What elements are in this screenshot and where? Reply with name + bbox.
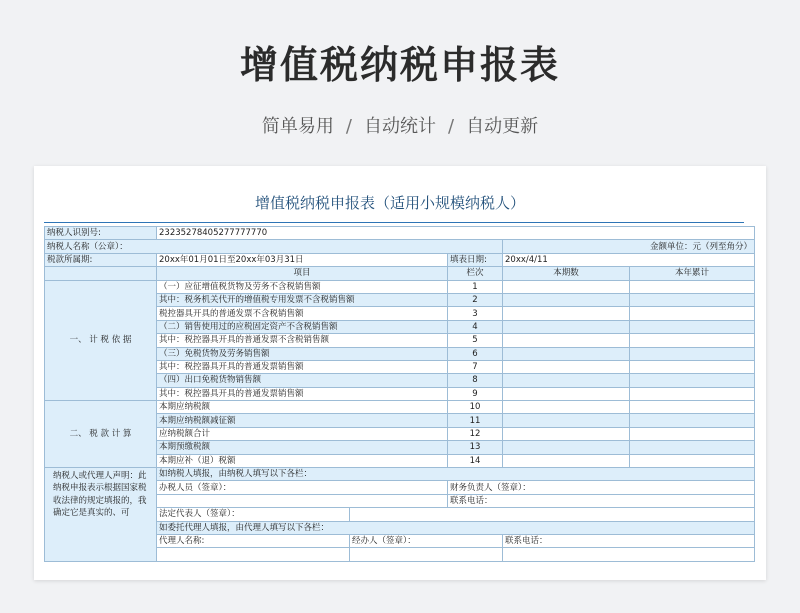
taxpayer-id-value[interactable]: 23235278405277777770 <box>157 227 755 240</box>
item-cell: （三）免税货物及劳务销售额 <box>157 347 448 360</box>
table-row <box>45 280 755 293</box>
fill-date-label: 填表日期: <box>448 253 503 266</box>
current-cell[interactable] <box>503 454 630 467</box>
line-cell: 10 <box>448 401 503 414</box>
finance-label: 财务负责人（签章）： <box>448 481 755 494</box>
ytd-cell[interactable] <box>630 401 755 414</box>
current-cell[interactable] <box>503 293 630 306</box>
agent-blank[interactable] <box>157 548 350 561</box>
ytd-cell[interactable] <box>630 387 755 400</box>
ytd-cell[interactable] <box>630 280 755 293</box>
taxpayer-id-row <box>45 227 755 240</box>
agent-blank[interactable] <box>503 548 755 561</box>
item-cell: 其中：税控器具开具的普通发票销售额 <box>157 387 448 400</box>
section-1-body <box>45 280 755 401</box>
ytd-cell[interactable] <box>630 307 755 320</box>
taxpayer-id-label: 纳税人识别号: <box>45 227 157 240</box>
separator: / <box>448 116 455 137</box>
separator: / <box>345 116 352 137</box>
current-cell[interactable] <box>503 401 630 414</box>
current-cell[interactable] <box>503 280 630 293</box>
taxpayer-name-label: 纳税人名称（公章）： <box>45 240 503 253</box>
line-cell: 2 <box>448 293 503 306</box>
line-cell: 13 <box>448 441 503 454</box>
item-cell: 本期预缴税额 <box>157 441 448 454</box>
taxpayer-fill-note: 如纳税人填报，由纳税人填写以下各栏： <box>157 468 755 481</box>
ytd-cell[interactable] <box>630 293 755 306</box>
phone-label: 联系电话： <box>448 494 755 507</box>
taxpayer-name-row <box>45 240 755 253</box>
current-cell[interactable] <box>503 334 630 347</box>
page-title: 增值税纳税申报表 <box>239 43 560 87</box>
item-cell: 应纳税额合计 <box>157 427 448 440</box>
line-cell: 8 <box>448 374 503 387</box>
item-cell: 其中：税务机关代开的增值税专用发票不含税销售额 <box>157 293 448 306</box>
line-cell: 11 <box>448 414 503 427</box>
item-cell: （四）出口免税货物销售额 <box>157 374 448 387</box>
line-cell: 1 <box>448 280 503 293</box>
taxpayer-fill-row <box>45 468 755 481</box>
line-cell: 3 <box>448 307 503 320</box>
current-cell[interactable] <box>503 387 630 400</box>
current-cell[interactable] <box>503 360 630 373</box>
line-cell: 9 <box>448 387 503 400</box>
line-cell: 12 <box>448 427 503 440</box>
ytd-cell[interactable] <box>630 334 755 347</box>
current-cell[interactable] <box>503 320 630 333</box>
ytd-cell[interactable] <box>630 360 755 373</box>
item-cell: （一）应征增值税货物及劳务不含税销售额 <box>157 280 448 293</box>
section-label: 二、 税 款 计 算 <box>45 401 157 468</box>
title-underline <box>44 222 744 223</box>
period-row <box>45 253 755 266</box>
phone-blank[interactable] <box>157 494 448 507</box>
sheet-title: 增值税纳税申报表（适用小规模纳税人） <box>254 194 525 212</box>
section-2-body <box>45 401 755 468</box>
table-row <box>45 401 755 414</box>
current-cell[interactable] <box>503 347 630 360</box>
line-cell: 4 <box>448 320 503 333</box>
item-cell: 税控器具开具的普通发票不含税销售额 <box>157 307 448 320</box>
line-cell: 6 <box>448 347 503 360</box>
feature-2: 自动统计 <box>364 116 436 137</box>
ytd-cell[interactable] <box>630 427 755 440</box>
item-cell: 本期应纳税额减征额 <box>157 414 448 427</box>
period-value[interactable]: 20xx年01月01日至20xx年03月31日 <box>157 253 448 266</box>
feature-tagline <box>0 112 800 138</box>
ytd-header: 本年累计 <box>630 267 755 280</box>
current-cell[interactable] <box>503 427 630 440</box>
ytd-cell[interactable] <box>630 347 755 360</box>
current-cell[interactable] <box>503 374 630 387</box>
item-cell: 其中：税控器具开具的普通发票销售额 <box>157 360 448 373</box>
period-label: 税款所属期: <box>45 253 157 266</box>
ytd-cell[interactable] <box>630 454 755 467</box>
line-cell: 5 <box>448 334 503 347</box>
agent-blank[interactable] <box>350 548 503 561</box>
current-cell[interactable] <box>503 414 630 427</box>
fill-date-value[interactable]: 20xx/4/11 <box>503 253 755 266</box>
declaration-text: 纳税人或代理人声明：此纳税申报表示根据国家税收法律的规定填报的，我确定它是真实的、可 <box>45 468 157 562</box>
ytd-cell[interactable] <box>630 320 755 333</box>
current-cell[interactable] <box>503 441 630 454</box>
line-cell: 7 <box>448 360 503 373</box>
current-header: 本期数 <box>503 267 630 280</box>
agent-phone-label: 联系电话： <box>503 534 755 547</box>
ytd-cell[interactable] <box>630 441 755 454</box>
line-cell: 14 <box>448 454 503 467</box>
legal-rep-label: 法定代表人（签章）： <box>157 508 350 521</box>
line-header: 栏次 <box>448 267 503 280</box>
spreadsheet-preview <box>34 166 766 580</box>
tax-return-table <box>44 226 755 562</box>
item-cell: 其中：税控器具开具的普通发票不含税销售额 <box>157 334 448 347</box>
current-cell[interactable] <box>503 307 630 320</box>
item-header: 项目 <box>157 267 448 280</box>
item-cell: 本期应纳税额 <box>157 401 448 414</box>
agent-handler-label: 经办人（签章）： <box>350 534 503 547</box>
ytd-cell[interactable] <box>630 374 755 387</box>
blank-header <box>45 267 157 280</box>
item-cell: （二）销售使用过的应税固定资产不含税销售额 <box>157 320 448 333</box>
feature-3: 自动更新 <box>466 116 539 137</box>
feature-1: 简单易用 <box>261 116 334 137</box>
agent-name-label: 代理人名称: <box>157 534 350 547</box>
column-header-row <box>45 267 755 280</box>
section-label: 一、 计 税 依 据 <box>45 280 157 401</box>
handler-label: 办税人员（签章）： <box>157 481 448 494</box>
legal-rep-blank[interactable] <box>350 508 755 521</box>
agent-fill-note: 如委托代理人填报，由代理人填写以下各栏： <box>157 521 755 534</box>
amount-unit: 金额单位：元（列至角分） <box>503 240 755 253</box>
ytd-cell[interactable] <box>630 414 755 427</box>
item-cell: 本期应补（退）税额 <box>157 454 448 467</box>
